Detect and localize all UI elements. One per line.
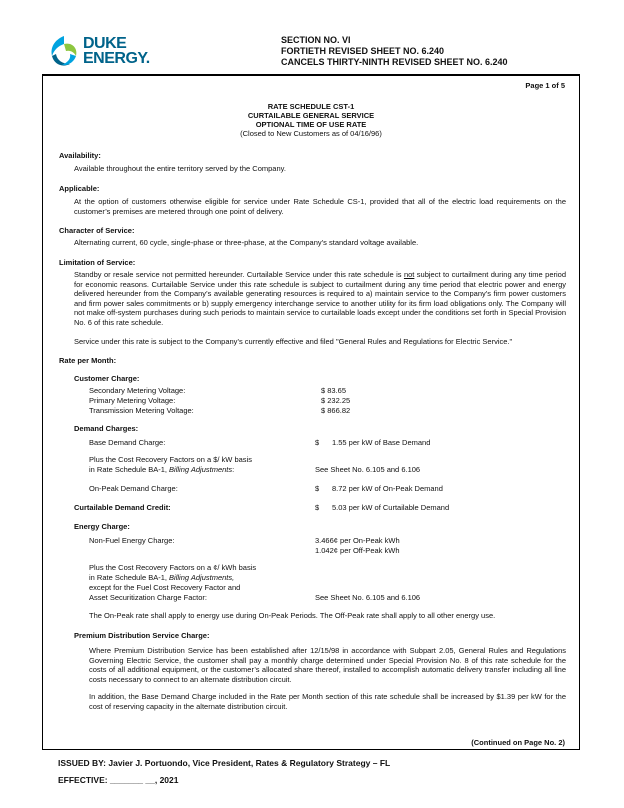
premium-distribution-paragraph-1: Where Premium Distribution Service has been established after 12/15/98 in accordance with Subpart 2.05, General Rules and Regulations Governing Electric Service, the customer shall pay a monthly charge determined under Special Provision No. 8 of this rate schedule for the costs of all additional equipment, or the customer’s allocated share thereof, installed to accomplish automatic delivery transfer including all line costs necessary to connect to an alternate distribution circuit. [89,646,566,684]
limitation-heading: Limitation of Service: [59,258,136,267]
energy-cost-recovery-line2 [89,573,234,583]
base-demand-value: 1.55 per kW of Base Demand [332,438,431,447]
customer-charge-heading: Customer Charge: [74,374,140,383]
nonfuel-onpeak-value: 3.466¢ per On-Peak kWh [315,536,400,545]
cc-secondary-label: Secondary Metering Voltage: [89,386,186,395]
revised-sheet: FORTIETH REVISED SHEET NO. 6.240 [281,46,445,56]
effective-date: EFFECTIVE: _______ __, 2021 [58,775,179,785]
nonfuel-energy-label: Non-Fuel Energy Charge: [89,536,175,545]
sheet-header [281,35,508,68]
logo-text-line1: DUKE [83,35,127,52]
dcr-text: in Rate Schedule BA-1, [89,465,170,474]
flame-logo-icon [46,34,82,70]
limitation-p1-not: not [403,270,415,279]
dcr-colon: : [232,465,235,474]
duke-energy-logo [46,34,156,70]
cc-secondary-value: $ 83.65 [321,386,347,395]
limitation-paragraph-1 [74,270,566,328]
energy-cost-recovery-line1: Plus the Cost Recovery Factors on a ¢/ kWh basis [89,563,257,572]
cc-primary-value: $ 232.25 [321,396,351,405]
title-line1: RATE SCHEDULE CST-1 [267,102,355,111]
availability-heading: Availability: [59,151,101,160]
energy-cost-recovery-value: See Sheet No. 6.105 and 6.106 [315,593,421,602]
tariff-sheet [42,74,580,750]
page-number: Page 1 of 5 [525,81,565,90]
applicable-text: At the option of customers otherwise eligible for service under Rate Schedule CS-1, provided that all of the electric load requirements on the customer’s premises are metered through one point of delivery. [74,197,566,216]
dcr-italic: Billing Adjustments [169,465,233,474]
onpeak-demand-label: On-Peak Demand Charge: [89,484,178,493]
cc-transmission-label: Transmission Metering Voltage: [89,406,194,415]
premium-distribution-paragraph-2: In addition, the Base Demand Charge included in the Rate per Month section of this rate schedule shall be increased by $1.39 per kW for the cost of reserving capacity in the alternate distribution circuit. [89,692,566,711]
energy-cost-recovery-line3: except for the Fuel Cost Recovery Factor and [89,583,241,592]
limitation-paragraph-2: Service under this rate is subject to the Company’s currently effective and filed "General Rules and Regulations for Electric Service." [74,337,513,346]
base-demand-dollar: $ [315,438,320,447]
onpeak-demand-dollar: $ [315,484,320,493]
demand-cost-recovery-line2 [89,465,234,475]
premium-distribution-heading: Premium Distribution Service Charge: [74,631,210,640]
character-text: Alternating current, 60 cycle, single-phase or three-phase, at the Company’s standard voltage available. [74,238,419,247]
ecr-text: in Rate Schedule BA-1, [89,573,170,582]
title-line3: OPTIONAL TIME OF USE RATE [255,120,367,129]
energy-charge-heading: Energy Charge: [74,522,130,531]
issued-by: ISSUED BY: Javier J. Portuondo, Vice President, Rates & Regulatory Strategy – FL [58,758,391,768]
continued-note: (Continued on Page No. 2) [471,738,565,747]
curtailable-credit-dollar: $ [315,503,320,512]
logo-text-line2: ENERGY. [83,50,150,67]
cc-primary-label: Primary Metering Voltage: [89,396,176,405]
onpeak-demand-value: 8.72 per kW of On-Peak Demand [332,484,443,493]
character-heading: Character of Service: [59,226,135,235]
energy-cost-recovery-line4: Asset Securitization Charge Factor: [89,593,207,602]
curtailable-credit-label: Curtailable Demand Credit: [74,503,171,512]
demand-cost-recovery-value: See Sheet No. 6.105 and 6.106 [315,465,421,474]
nonfuel-offpeak-value: 1.042¢ per Off-Peak kWh [315,546,400,555]
cancels-sheet: CANCELS THIRTY-NINTH REVISED SHEET NO. 6.240 [281,57,508,67]
base-demand-label: Base Demand Charge: [89,438,166,447]
on-off-peak-note: The On-Peak rate shall apply to energy use during On-Peak Periods. The Off-Peak rate shall apply to all other energy use. [89,611,496,620]
demand-charges-heading: Demand Charges: [74,424,139,433]
demand-cost-recovery-line1: Plus the Cost Recovery Factors on a $/ kW basis [89,455,252,464]
ecr-italic: Billing Adjustments, [169,573,235,582]
limitation-p1-end: subject to curtailment during any time period for economic reasons. Curtailable Service under this rate schedule is subject to curtailment during any time period that electric power and energy delivered hereunder from the Company’s available generating resources is required to a) maintain service to the Company’s firm power customers and firm power sales commitments or b) supply emergency interchange service to another utility for its firm load obligations only. The Company will not make off-system purchases during such periods to maintain service to curtailable loads except under the conditions set forth in Special Provision No. 6 of this rate schedule. [74,270,566,327]
limitation-p1-start: Standby or resale service not permitted hereunder. Curtailable Service under this rate schedule is [74,270,404,279]
cc-transmission-value: $ 866.82 [321,406,351,415]
rate-heading: Rate per Month: [59,356,117,365]
curtailable-credit-value: 5.03 per kW of Curtailable Demand [332,503,450,512]
applicable-heading: Applicable: [59,184,100,193]
title-line4: (Closed to New Customers as of 04/16/96) [240,129,382,138]
availability-text: Available throughout the entire territory served by the Company. [74,164,286,173]
title-line2: CURTAILABLE GENERAL SERVICE [247,111,375,120]
section-number: SECTION NO. VI [281,35,351,45]
rate-schedule-title [43,102,579,138]
